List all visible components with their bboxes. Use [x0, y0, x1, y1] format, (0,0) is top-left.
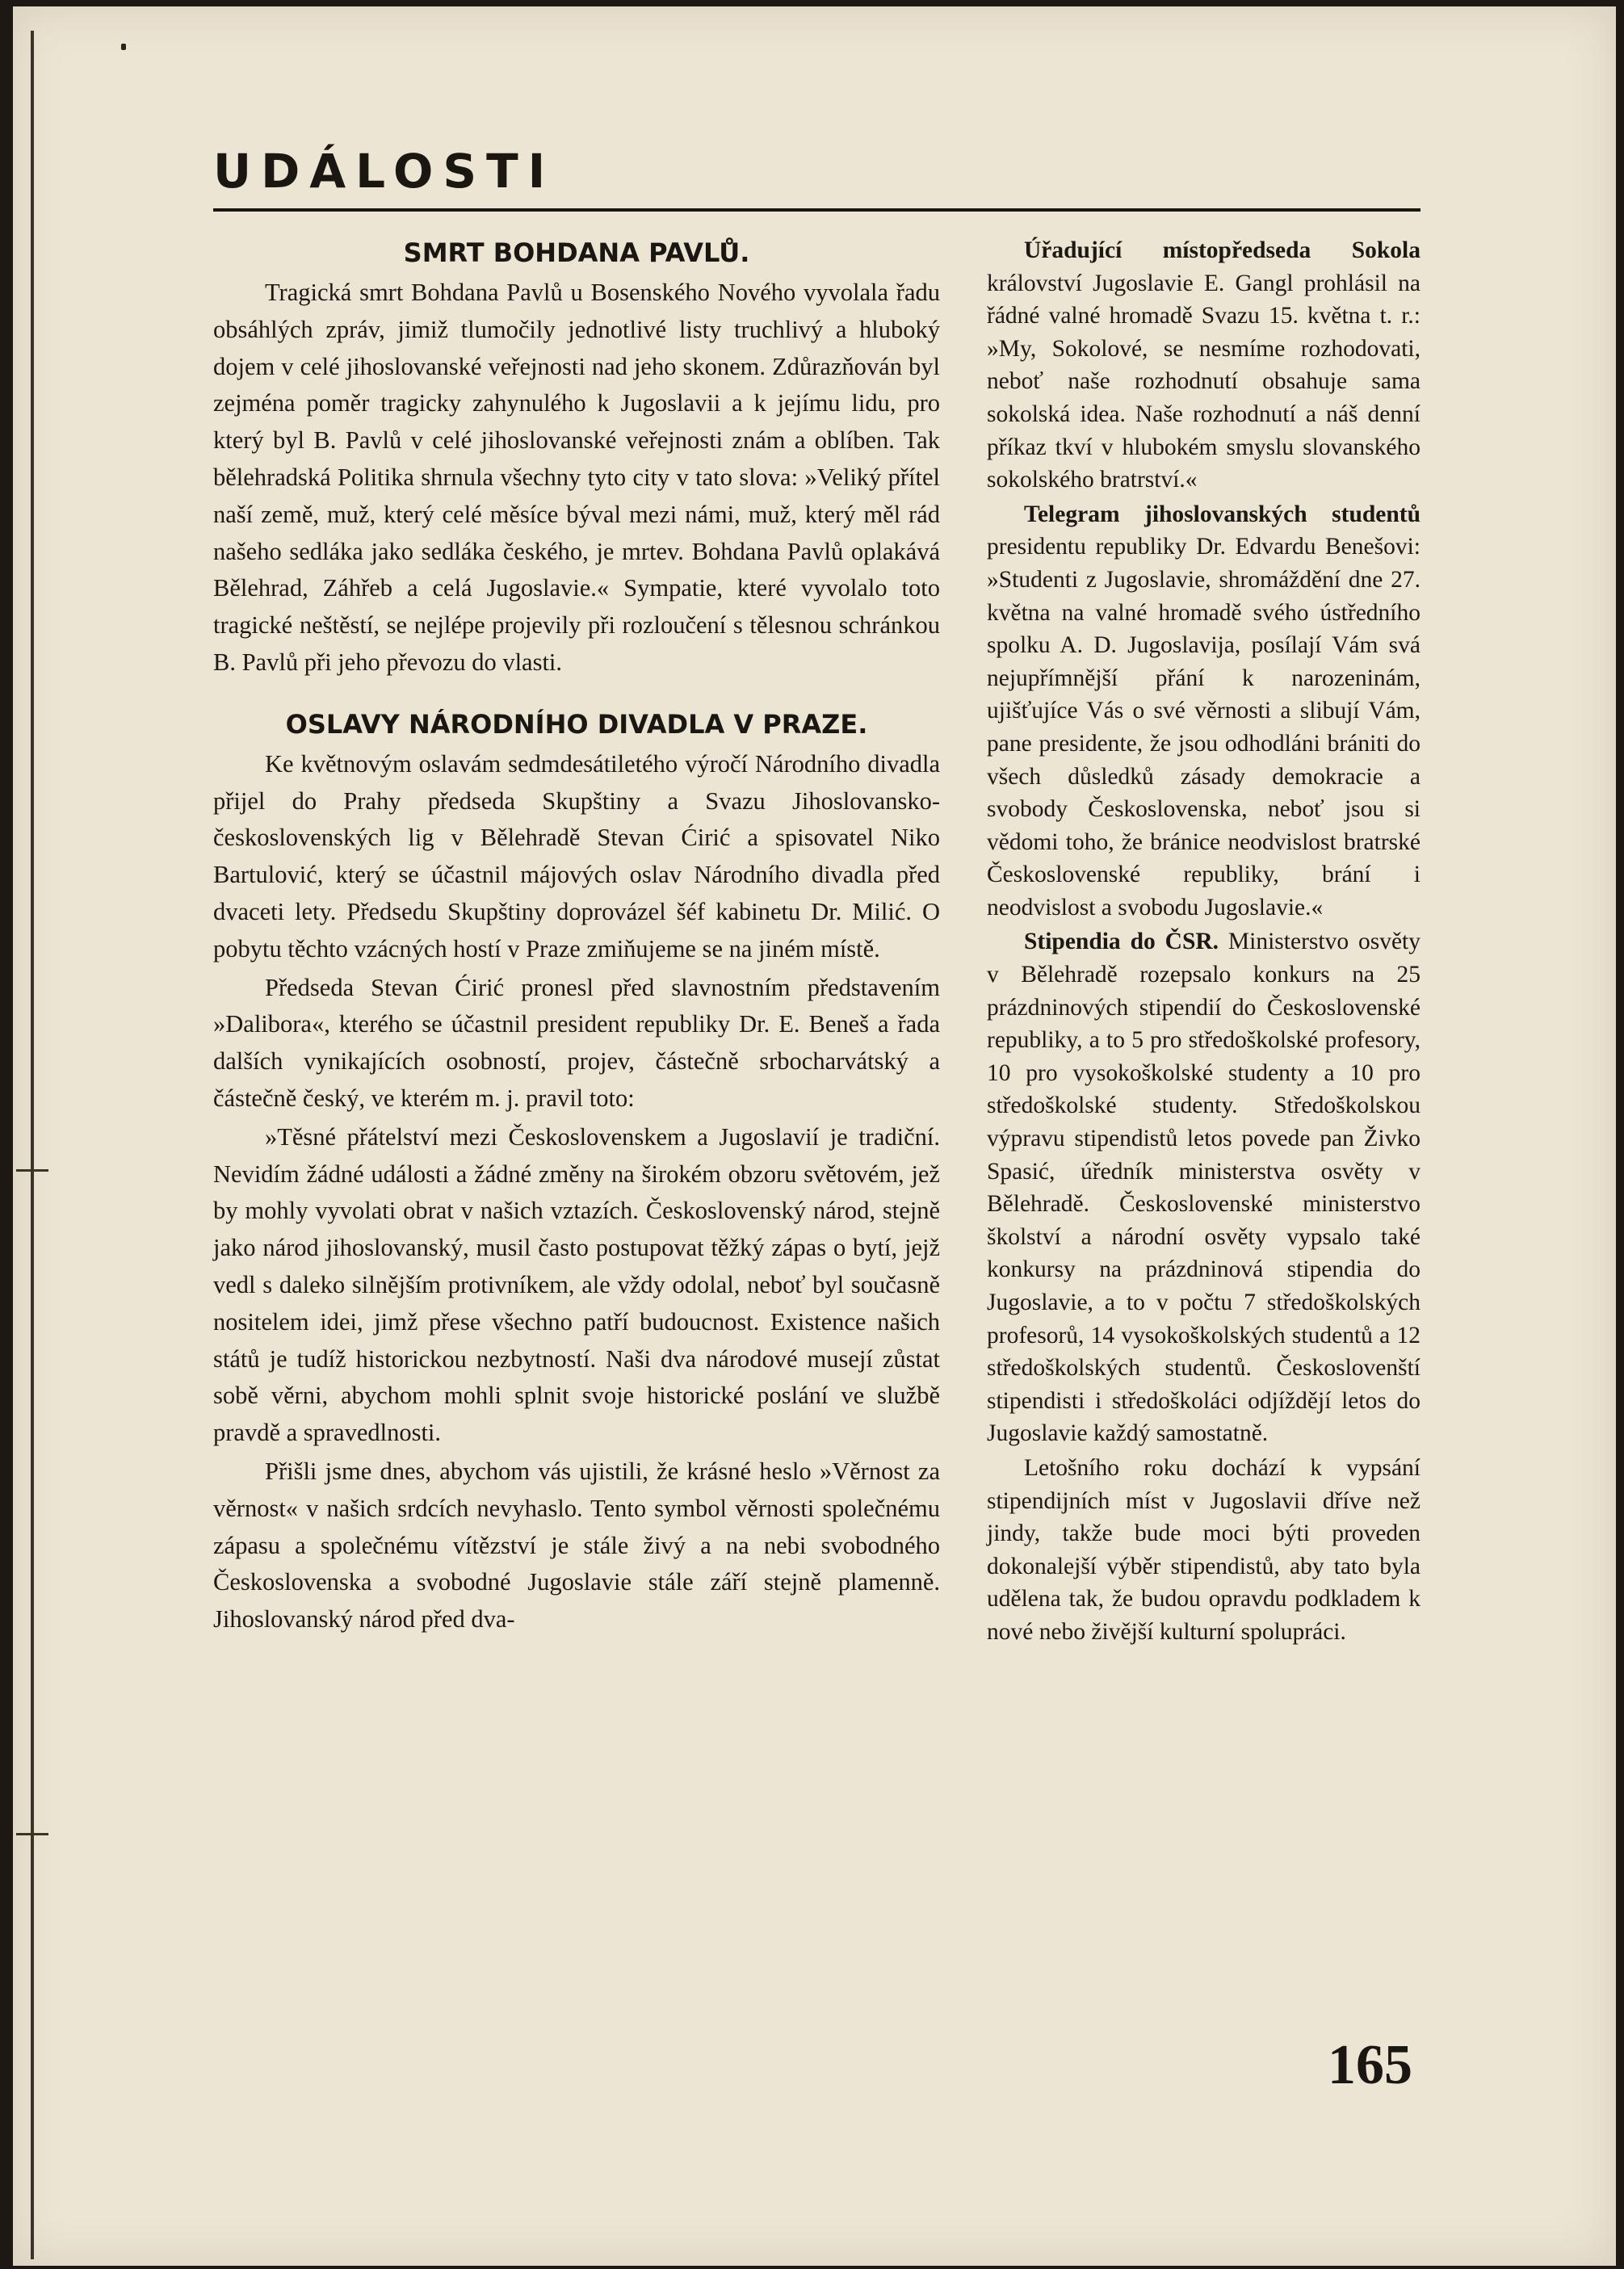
news-item-lead: Úřadující místopředseda Sokola — [1024, 237, 1420, 263]
heading-rule — [213, 208, 1420, 212]
news-item — [987, 925, 1420, 1450]
article-paragraph: »Těsné přátelství mezi Československem a Jugoslavií je tradiční. Nevidím žádné události a žádné změny na širokém obzoru světovém, jež by mohly vyvolati obrat v našich vztazích. Československý národ, stejně jako národ jihoslovanský, musil často postupovat těžký zápas o bytí, jejž vedl s daleko silnějším protivníkem, ale vždy odolal, neboť byl současně nositelem idei, jimž přese všechno patří budoucnost. Existence našich států je tudíž historickou nezbytností. Naši dva národové musejí zůstat sobě věrni, abychom mohli splnit svoje historické poslání ve službě pravdě a spravedlnosti. — [213, 1122, 940, 1447]
journal-page — [13, 6, 1616, 2266]
article-paragraph: Přišli jsme dnes, abychom vás ujistili, že krásné heslo »Věrnost za věrnost« v našich srdcích nevyhaslo. Tento symbol věrnosti společnému zápasu a společnému vítězství je stále živý a na nebi svobodného Československa a svobodné Jugoslavie stále září stejně plamenně. Jihoslovanský národ před dva- — [213, 1457, 940, 1634]
print-speck — [121, 44, 126, 50]
news-item-text: Letošního roku dochází k vypsání stipendijních míst v Jugoslavii dříve než jindy, takže bude moci býti proveden dokonalejší výběr stipendistů, aby tato byla udělena tak, že budou opravdu podkladem k nové nebo živější kulturní spolupráci. — [987, 1454, 1420, 1645]
article-title: SMRT BOHDANA PAVLŮ. — [403, 237, 750, 268]
news-item-text: presidentu republiky Dr. Edvardu Benešovi: »Studenti z Jugoslavie, shromáždění dne 27. května na valné hromadě svého ústředního spolku A. D. Jugoslavija, posílají Vám svá nejupřímnější přání k narozeninám, ujišťujíce Vás o své věrnosti a slibují Vám, pane presidente, že jsou odhodláni brániti do všech důsledků zásady demokracie a svobody Československa, neboť jsou si vědomi toho, že bránice neodvislost bratrské Československé republiky, brání i neodvislost a svobodu Jugoslavie.« — [987, 534, 1420, 921]
news-item-lead: Stipendia do ČSR. — [1024, 929, 1219, 955]
news-item — [987, 234, 1420, 497]
article-paragraph: Předseda Stevan Ćirić pronesl před slavnostním představením »Dalibora«, kterého se účastnil president republiky Dr. E. Beneš a řada dalších vynikajících osobností, projev, částečně srbocharvátský a částečně český, ve kterém m. j. pravil toto: — [213, 973, 940, 1112]
news-item — [987, 1452, 1420, 1649]
section-heading: UDÁLOSTI — [213, 144, 556, 199]
article-title: OSLAVY NÁRODNÍHO DIVADLA V PRAZE. — [285, 708, 868, 740]
page-edge-line — [31, 31, 34, 2259]
news-item-text: království Jugoslavie E. Gangl prohlásil na řádné valné hromadě Svazu 15. května t. r.: »My, Sokolové, se nesmíme rozhodovati, neboť naše rozhodnutí obsahuje sama sokolská idea. Naše rozhodnutí a náš denní příkaz tkví v hlubokém smyslu slovanského sokolského bratrství.« — [987, 270, 1420, 493]
news-item-lead: Telegram jihoslovanských studentů — [1024, 501, 1420, 527]
article-paragraph: Tragická smrt Bohdana Pavlů u Bosenského Nového vyvolala řadu obsáhlých zpráv, jimiž tlumočily jednotlivé listy truchlivý a hluboký dojem v celé jihoslovanské veřejnosti nad jeho skonem. Zdůrazňován byl zejména poměr tragicky zahynulého k Jugoslavii a k jejímu lidu, pro který byl B. Pavlů v celé jihoslovanské veřejnosti znám a oblíben. Tak bělehradská Politika shrnula všechny tyto city v tato slova: »Veliký přítel naší země, muž, který celé měsíce býval mezi námi, muž, který měl rád našeho sedláka jako sedláka českého, je mrtev. Bohdana Pavlů oplakává Bělehrad, Záhřeb a celá Jugoslavie.« Sympatie, které vyvolalo toto tragické neštěstí, se nejlépe projevily při rozloučení s tělesnou schránkou B. Pavlů při jeho převozu do vlasti. — [213, 279, 940, 676]
right-column — [987, 234, 1420, 1650]
article-paragraph: Ke květnovým oslavám sedmdesátiletého výročí Národního divadla přijel do Prahy předseda Skupštiny a Svazu Jihoslovansko-československých lig v Bělehradě Stevan Ćirić a spisovatel Niko Bartulović, který se účastnil májových oslav Národního divadla před dvaceti lety. Předsedu Skupštiny doprovázel šéf kabinetu Dr. Milić. O pobytu těchto vzácných hostí v Praze zmiňujeme se na jiném místě. — [213, 749, 940, 963]
left-column — [213, 234, 940, 1640]
edge-tick-mark — [16, 1833, 48, 1835]
news-item — [987, 498, 1420, 925]
page-number: 165 — [1328, 2034, 1412, 2096]
edge-tick-mark — [16, 1169, 48, 1172]
news-item-text: Ministerstvo osvěty v Bělehradě rozepsalo konkurs na 25 prázdninových stipendií do Československé republiky, a to 5 pro středoškolské profesory, 10 pro vysokoškolské studenty a 10 pro středoškolské studenty. Středoškolskou výpravu stipendistů letos povede pan Živko Spasić, úředník ministerstva osvěty v Bělehradě. Československé ministerstvo školství a národní osvěty vypsalo také konkursy na prázdninová stipendia do Jugoslavie, a to v počtu 7 středoškolských profesorů, 14 vysokoškolských studentů a 12 středoškolských studentů. Českoslovenští stipendisti i středoškoláci odjíždějí letos do Jugoslavie každý samostatně. — [987, 929, 1420, 1447]
